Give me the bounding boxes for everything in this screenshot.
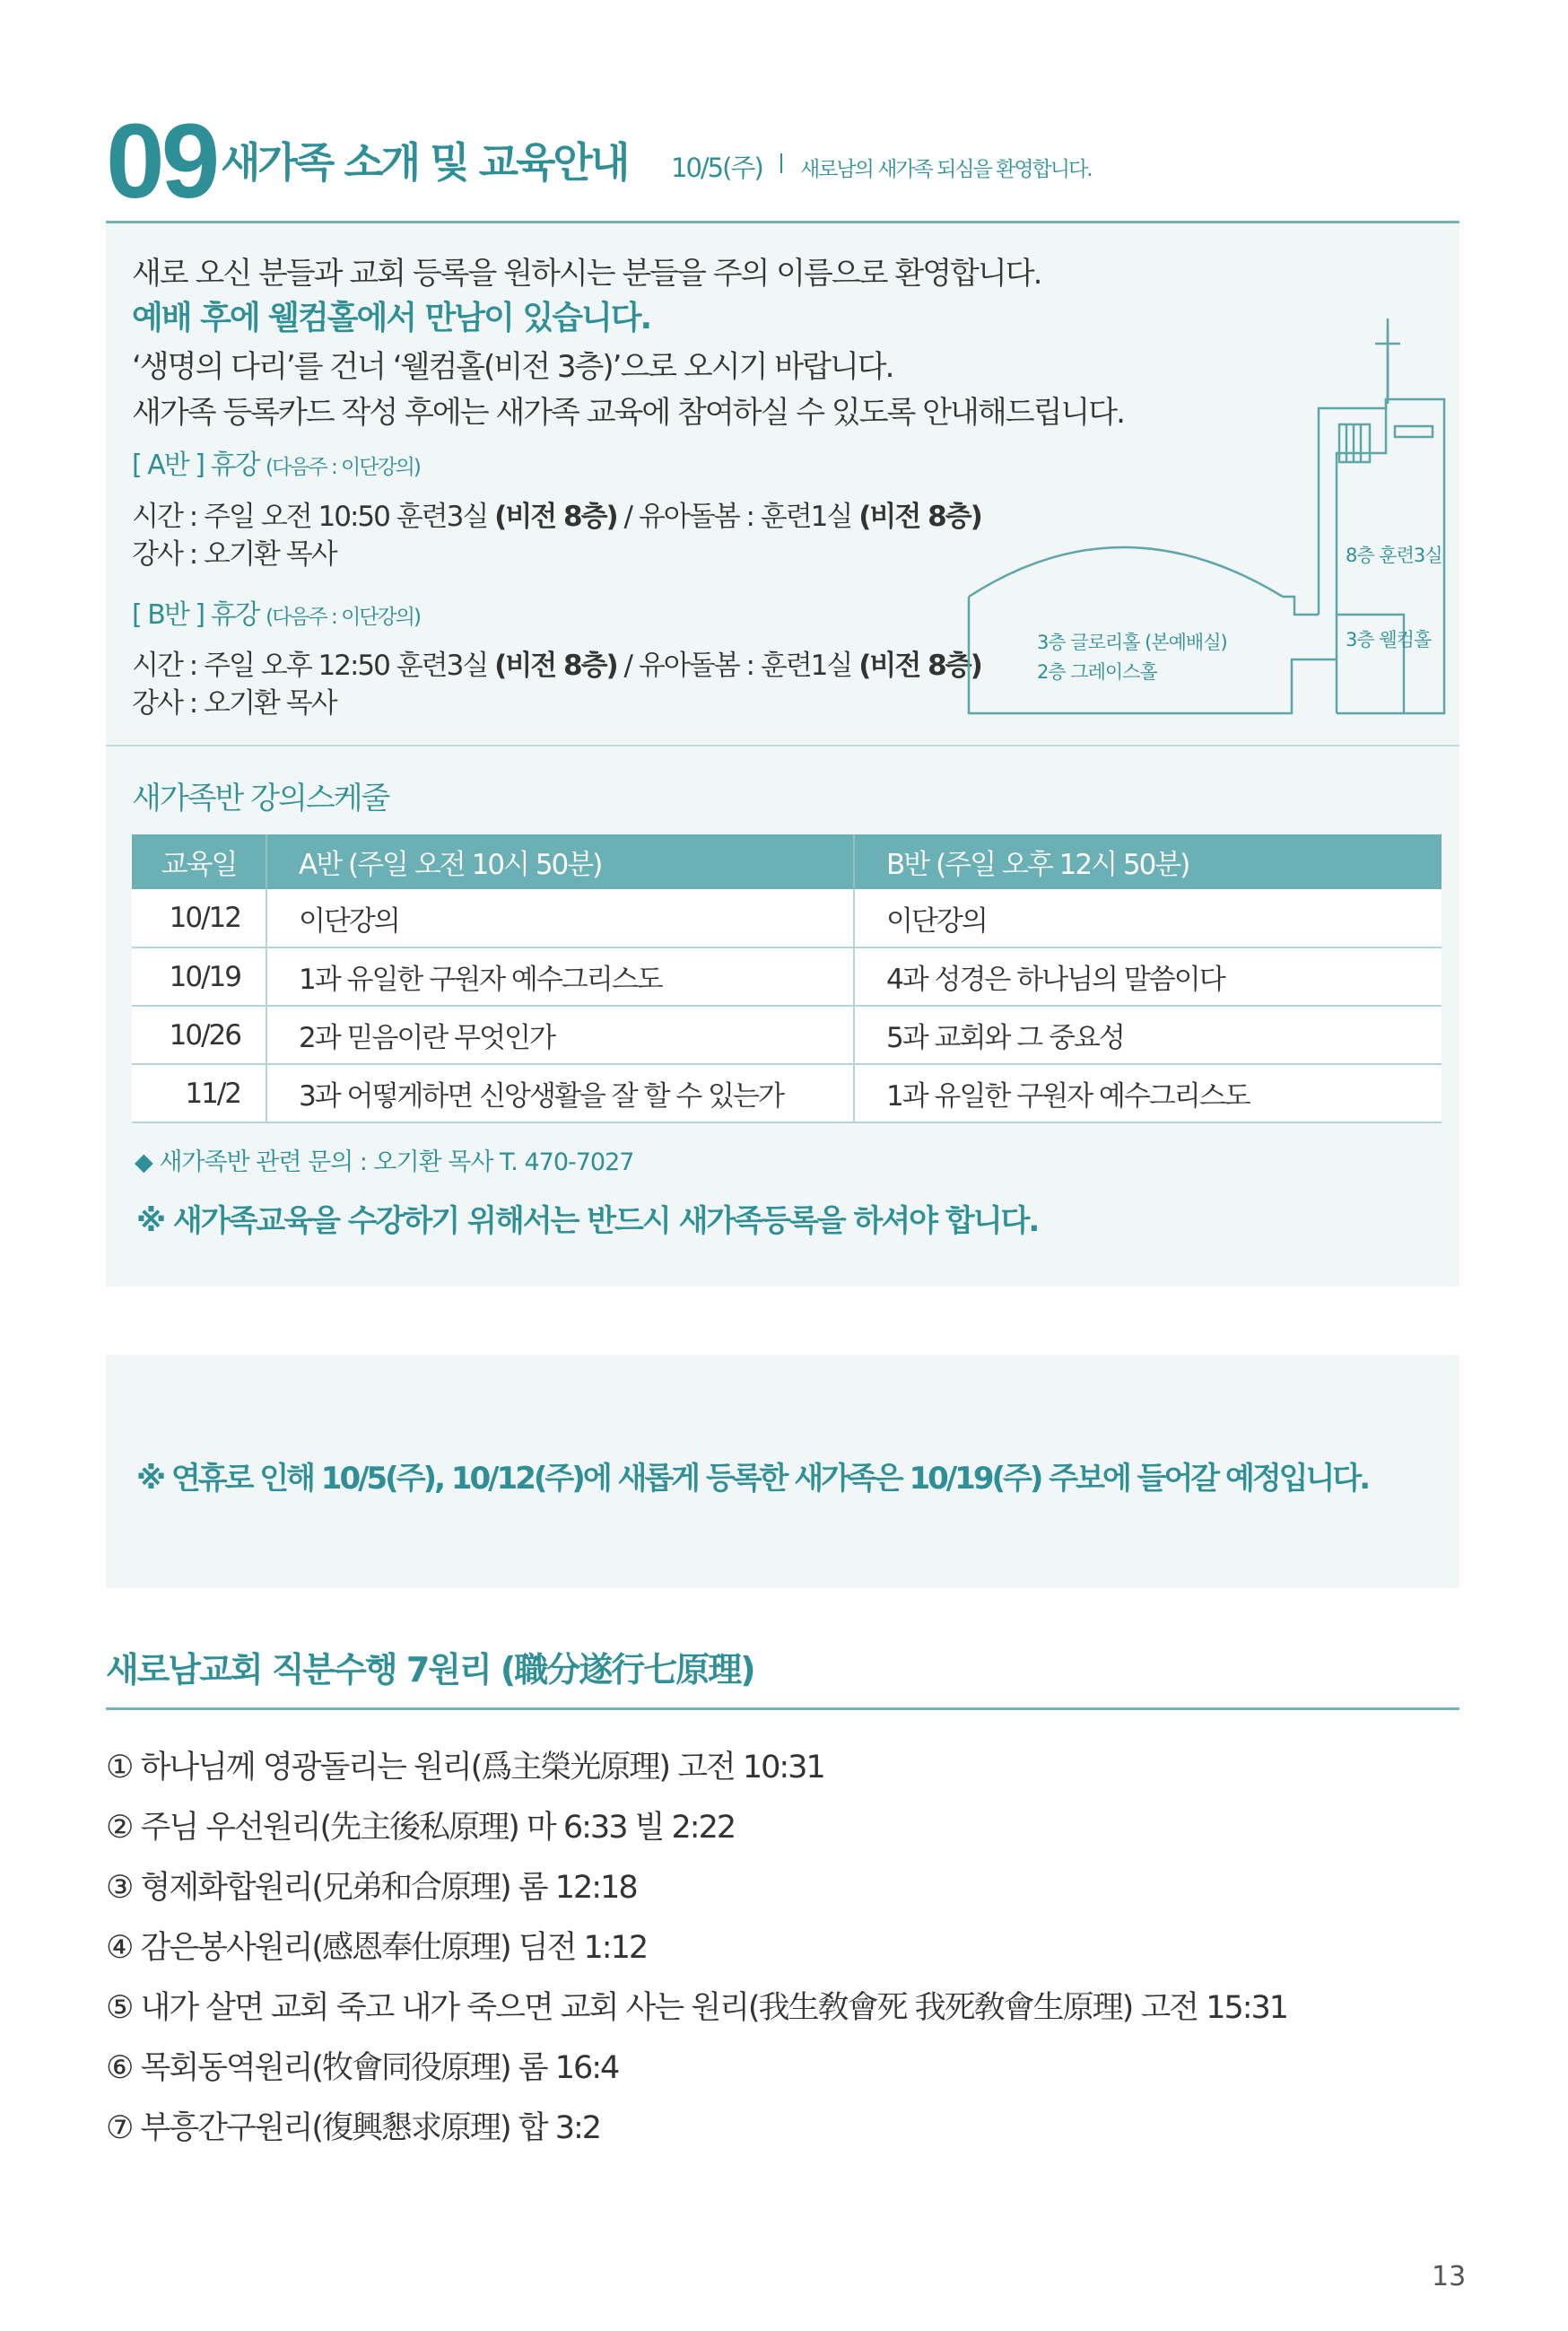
principle-item: ⑥ 목회동역원리(牧會同役原理) 롬 16:4 (106, 2050, 619, 2086)
class-b-time-text: 시간 : 주일 오후 12:50 훈련3실 (132, 650, 495, 682)
class-a-childcare: / 유아돌봄 : 훈련1실 (616, 501, 859, 533)
building-label-2f-grace: 2층 그레이스홀 (1037, 661, 1157, 683)
class-a-status: [ A반 ] 휴강 (132, 450, 259, 481)
principle-item: ② 주님 우선원리(先主後私原理) 마 6:33 빌 2:22 (106, 1810, 736, 1846)
class-a-time-text: 시간 : 주일 오전 10:50 훈련3실 (132, 501, 495, 533)
principle-item: ① 하나님께 영광돌리는 원리(爲主榮光原理) 고전 10:31 (106, 1750, 824, 1785)
header-divider (780, 153, 782, 173)
header-class-a: A반 (주일 오전 10시 50분) (266, 834, 854, 889)
principles-rule (106, 1707, 1459, 1710)
class-b-label (132, 592, 420, 632)
schedule-header-row (132, 834, 1442, 889)
hall-side (1283, 597, 1319, 615)
building-label-3f-welcome: 3층 웰컴홀 (1346, 629, 1432, 650)
page-number: 13 (1432, 2261, 1467, 2292)
row-date: 10/12 (132, 889, 266, 947)
class-a-childcare-floor: (비전 8층) (858, 501, 981, 533)
row-class-a: 이단강의 (266, 889, 854, 947)
class-a-floor: (비전 8층) (494, 501, 617, 533)
principle-item: ④ 감은봉사원리(感恩奉仕原理) 딤전 1:12 (106, 1930, 648, 1966)
header-rule (106, 221, 1459, 223)
panel-divider (106, 745, 1459, 746)
class-b-teacher: 강사 : 오기환 목사 (132, 687, 336, 720)
section-title: 새가족 소개 및 교육안내 (221, 138, 628, 187)
row-class-b: 1과 유일한 구원자 예수그리스도 (854, 1064, 1442, 1122)
row-class-b: 4과 성경은 하나님의 말씀이다 (854, 947, 1442, 1006)
class-b-childcare: / 유아돌봄 : 훈련1실 (616, 650, 859, 682)
class-b-floor: (비전 8층) (494, 650, 617, 682)
class-a-teacher: 강사 : 오기환 목사 (132, 538, 336, 571)
table-row (132, 889, 1442, 947)
section-number: 09 (106, 102, 217, 221)
building-label-3f-glory: 3층 글로리홀 (본예배실) (1037, 632, 1227, 653)
header-date: 교육일 (132, 834, 266, 889)
hall-outline (969, 597, 1337, 713)
class-a-time (132, 493, 981, 534)
principles-title: 새로남교회 직분수행 7원리 (職分遂行七原理) (106, 1650, 754, 1689)
row-class-a: 1과 유일한 구원자 예수그리스도 (266, 947, 854, 1006)
class-b-time (132, 642, 981, 683)
class-b-note: (다음주 : 이단강의) (266, 606, 420, 629)
principle-item: ⑤ 내가 살면 교회 죽고 내가 죽으면 교회 사는 원리(我生敎會死 我死敎會生原理) 고전 15:31 (106, 1990, 1288, 2026)
intro-line-4: 새가족 등록카드 작성 후에는 새가족 교육에 참여하실 수 있도록 안내해드립니다. (132, 395, 1124, 431)
row-class-b: 5과 교회와 그 중요성 (854, 1006, 1442, 1064)
holiday-notice: ※ 연휴로 인해 10/5(주), 10/12(주)에 새롭게 등록한 새가족은 10/19(주) 주보에 들어갈 예정입니다. (136, 1461, 1369, 1497)
contact-info: ◆ 새가족반 관련 문의 : 오기환 목사 T. 470-7027 (135, 1148, 634, 1176)
intro-highlight: 예배 후에 웰컴홀에서 만남이 있습니다. (132, 300, 651, 336)
row-class-a: 3과 어떻게하면 신앙생활을 잘 할 수 있는가 (266, 1064, 854, 1122)
class-b-childcare-floor: (비전 8층) (858, 650, 981, 682)
row-date: 11/2 (132, 1064, 266, 1122)
principle-item: ⑦ 부흥간구원리(復興懇求原理) 합 3:2 (106, 2110, 601, 2146)
schedule-title: 새가족반 강의스케줄 (132, 781, 389, 816)
header-class-b: B반 (주일 오후 12시 50분) (854, 834, 1442, 889)
intro-line-1: 새로 오신 분들과 교회 등록을 원하시는 분들을 주의 이름으로 환영합니다. (132, 256, 1041, 292)
section-date: 10/5(주) (671, 153, 762, 183)
class-b-status: [ B반 ] 휴강 (132, 599, 259, 631)
principle-item: ③ 형제화합원리(兄弟和合原理) 롬 12:18 (106, 1870, 637, 1906)
hall-roof (969, 547, 1283, 597)
tower-vent (1395, 426, 1433, 437)
building-label-8f: 8층 훈련3실 (1346, 545, 1442, 566)
row-class-b: 이단강의 (854, 889, 1442, 947)
class-a-label (132, 442, 420, 482)
registration-notice: ※ 새가족교육을 수강하기 위해서는 반드시 새가족등록을 하셔야 합니다. (136, 1203, 1039, 1239)
schedule-table (132, 834, 1442, 1123)
section-subtitle: 새로남의 새가족 되심을 환영합니다. (800, 158, 1092, 181)
table-row (132, 947, 1442, 1006)
table-row (132, 1006, 1442, 1064)
row-date: 10/19 (132, 947, 266, 1006)
row-date: 10/26 (132, 1006, 266, 1064)
table-row (132, 1064, 1442, 1122)
row-class-a: 2과 믿음이란 무엇인가 (266, 1006, 854, 1064)
tower-top (1319, 399, 1386, 615)
intro-line-3: ‘생명의 다리’를 건너 ‘웰컴홀(비전 3층)’으로 오시기 바랍니다. (132, 349, 893, 385)
class-a-note: (다음주 : 이단강의) (266, 456, 420, 479)
